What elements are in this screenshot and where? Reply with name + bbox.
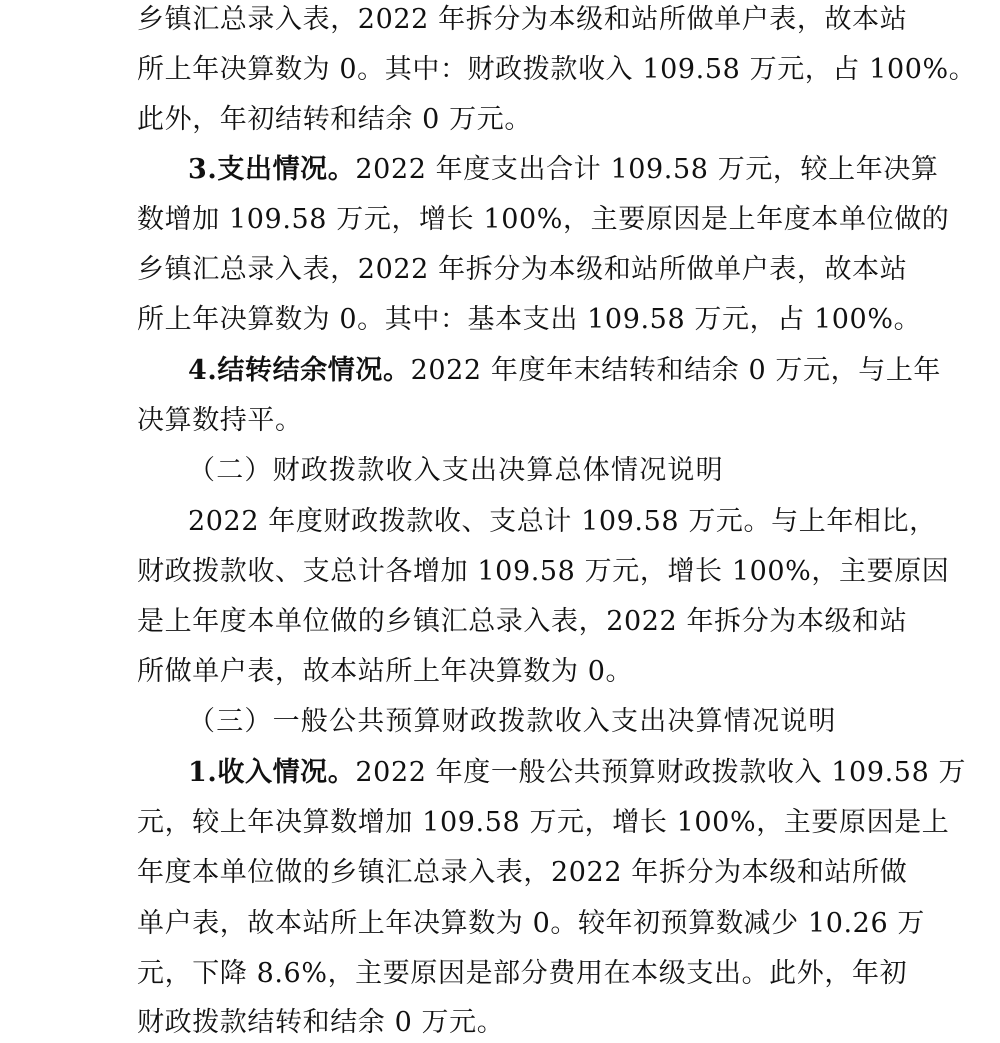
paragraph-line: [137, 50, 976, 90]
line-text: 所做单户表，故本站所上年决算数为 0。: [137, 656, 634, 687]
section-heading-2: [188, 451, 724, 491]
paragraph-line: [188, 502, 937, 542]
section-heading-3: [188, 702, 837, 742]
paragraph-line: [188, 351, 941, 391]
line-text: 元，下降 8.6%，主要原因是部分费用在本级支出。此外，年初: [137, 958, 908, 989]
line-text: 是上年度本单位做的乡镇汇总录入表，2022 年拆分为本级和站: [137, 606, 908, 637]
heading-text: （三）一般公共预算财政拨款收入支出决算情况说明: [188, 706, 837, 737]
paragraph-line: [137, 250, 907, 290]
line-text: 单户表，故本站所上年决算数为 0。较年初预算数减少 10.26 万: [137, 908, 926, 939]
paragraph-line: [137, 0, 907, 40]
paragraph-line: [188, 150, 939, 190]
line-text: 2022 年度财政拨款收、支总计 109.58 万元。与上年相比，: [188, 506, 937, 537]
paragraph-line: [137, 652, 633, 692]
line-text: 决算数持平。: [137, 405, 303, 436]
paragraph-line: [137, 552, 949, 592]
line-text: 2022 年度年末结转和结余 0 万元，与上年: [410, 355, 942, 386]
line-text: 所上年决算数为 0。其中：基本支出 109.58 万元，占 100%。: [137, 304, 922, 335]
line-text: 数增加 109.58 万元，增长 100%，主要原因是上年度本单位做的: [137, 204, 950, 235]
line-text: 此外，年初结转和结余 0 万元。: [137, 104, 532, 135]
line-text: 2022 年度支出合计 109.58 万元，较上年决算: [355, 154, 939, 185]
line-text: 乡镇汇总录入表，2022 年拆分为本级和站所做单户表，故本站: [137, 254, 908, 285]
paragraph-line: [137, 853, 907, 893]
section-label-expenditure: 3.支出情况。: [188, 154, 356, 185]
paragraph-line: [137, 100, 532, 140]
line-text: 财政拨款结转和结余 0 万元。: [137, 1007, 505, 1038]
paragraph-line: [137, 401, 303, 441]
heading-text: （二）财政拨款收入支出决算总体情况说明: [188, 455, 724, 486]
paragraph-line: [188, 753, 966, 793]
line-text: 年度本单位做的乡镇汇总录入表，2022 年拆分为本级和站所做: [137, 857, 908, 888]
line-text: 乡镇汇总录入表，2022 年拆分为本级和站所做单户表，故本站: [137, 4, 908, 35]
section-label-balance: 4.结转结余情况。: [188, 355, 411, 386]
paragraph-line: [137, 1003, 504, 1043]
paragraph-line: [137, 904, 925, 944]
section-label-income: 1.收入情况。: [188, 757, 356, 788]
paragraph-line: [137, 300, 921, 340]
paragraph-line: [137, 803, 949, 843]
line-text: 所上年决算数为 0。其中：财政拨款收入 109.58 万元，占 100%。: [137, 54, 977, 85]
paragraph-line: [137, 602, 907, 642]
line-text: 财政拨款收、支总计各增加 109.58 万元，增长 100%，主要原因: [137, 556, 950, 587]
paragraph-line: [137, 200, 949, 240]
paragraph-line: [137, 954, 907, 994]
line-text: 元，较上年决算数增加 109.58 万元，增长 100%，主要原因是上: [137, 807, 950, 838]
line-text: 2022 年度一般公共预算财政拨款收入 109.58 万: [355, 757, 967, 788]
